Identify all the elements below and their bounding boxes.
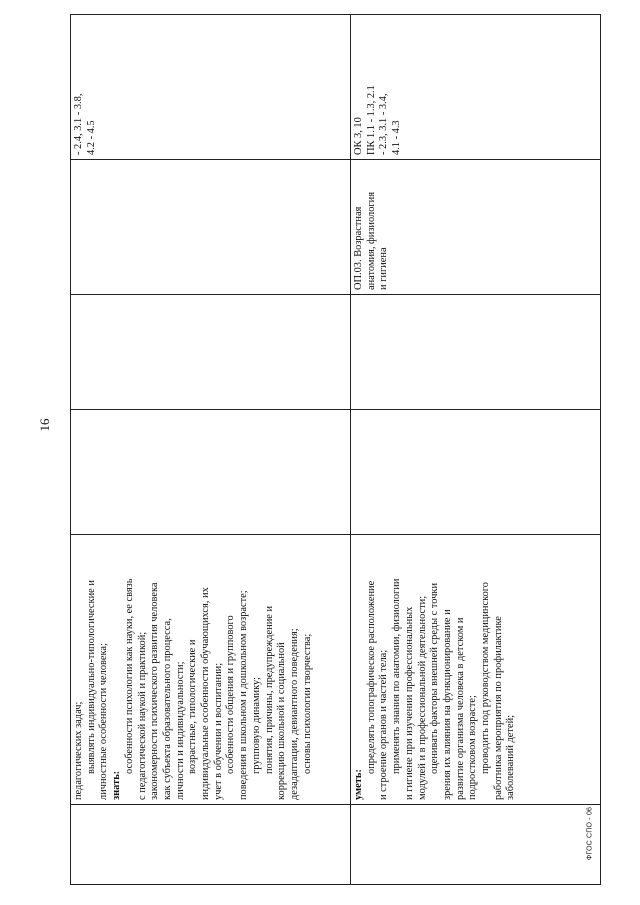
discipline-lines — [353, 164, 391, 290]
content-line: дезадаптации, девиантного поведения; — [288, 628, 300, 800]
hours-practice-cell — [351, 295, 601, 410]
content-line: групповую динамику; — [250, 677, 262, 774]
hours-cell — [71, 410, 351, 535]
content-line: личностные особенности человека; — [98, 643, 110, 800]
content-line: понятия, причины, предупреждение и — [263, 605, 275, 774]
content-line: работника мероприятия по профилактике — [492, 616, 504, 800]
discipline-line: анатомия, физиология — [365, 191, 377, 290]
content-line: и гигиене при изучении профессиональных — [403, 606, 415, 800]
hours-cell — [351, 410, 601, 535]
content-line: заболеваний детей; — [505, 714, 517, 800]
discipline-line: ОП.03. Возрастная — [353, 206, 364, 290]
competence-cell — [71, 15, 351, 160]
content-line: и строение органов и частей тела; — [378, 649, 390, 800]
content-line: личности и индивидуальности; — [174, 661, 186, 800]
content-lines — [73, 539, 314, 800]
content-line: закономерности психического развития человека — [149, 582, 161, 800]
content-line: педагогических задач; — [73, 701, 84, 800]
discipline-cell — [351, 160, 601, 295]
content-cell — [351, 535, 601, 805]
table-row — [351, 15, 601, 885]
footer — [580, 808, 600, 868]
competence-line: - 2.3, 3.1 - 3.4, — [378, 93, 390, 155]
content-line: развитие организма человека в детском и — [454, 617, 466, 800]
content-line: модулей и в профессиональной деятельности; — [416, 595, 428, 800]
content-line: особенности психологии как науки, ее связь — [123, 578, 135, 774]
competence-lines — [73, 19, 98, 155]
competence-line: - 2.4, 3.1 - 3.8, — [73, 93, 84, 155]
content-line: оценивать факторы внешней среды с точки — [429, 582, 441, 774]
competence-line: 4.1 - 4.3 — [391, 120, 403, 155]
content-line: определять топографическое расположение — [365, 580, 377, 774]
table-row — [71, 15, 351, 885]
content-line: учет в обучении и воспитании; — [212, 662, 224, 800]
content-cell — [71, 535, 351, 805]
competence-line: ОК 3, 10 — [353, 117, 364, 155]
content-line: поведения в школьном и дошкольном возрасте; — [238, 590, 250, 800]
curriculum-table — [70, 14, 601, 885]
hours-practice-cell — [71, 295, 351, 410]
content-line: с педагогической наукой и практикой; — [136, 631, 148, 800]
discipline-cell — [71, 160, 351, 295]
competence-cell — [351, 15, 601, 160]
discipline-line: и гигиена — [378, 247, 390, 290]
competence-line: 4.2 - 4.5 — [85, 120, 97, 155]
content-line: коррекцию школьной и социальной — [276, 642, 288, 800]
content-line: применять знания по анатомии, физиологии — [391, 578, 403, 774]
competence-line: ПК 1.1 - 1.3, 2.1 — [365, 85, 377, 155]
content-line: основы психологии творчества; — [301, 633, 313, 774]
footer-text: ФГОС СПО - 06 — [586, 806, 594, 861]
content-line: индивидуальные особенности обучающихся, их — [200, 587, 212, 800]
content-line: выявлять индивидуально-типологические и — [85, 580, 97, 774]
section-heading: уметь: — [353, 769, 364, 800]
competence-lines — [353, 19, 404, 155]
content-line: проводить под руководством медицинского — [480, 582, 492, 774]
rotated-page-content — [70, 15, 600, 885]
index-cell — [351, 805, 601, 885]
content-line: особенности общения и группового — [225, 615, 237, 774]
content-line: зрения их влияния на функционирование и — [441, 609, 453, 800]
section-heading: знать: — [111, 770, 123, 800]
content-line: возрастные, типологические и — [187, 639, 199, 774]
content-lines — [353, 539, 518, 800]
page-number: 16 — [37, 418, 52, 432]
content-line: как субъекта образовательного процесса, — [161, 618, 173, 800]
index-cell — [71, 805, 351, 885]
content-line: подростковом возрасте; — [467, 695, 479, 800]
